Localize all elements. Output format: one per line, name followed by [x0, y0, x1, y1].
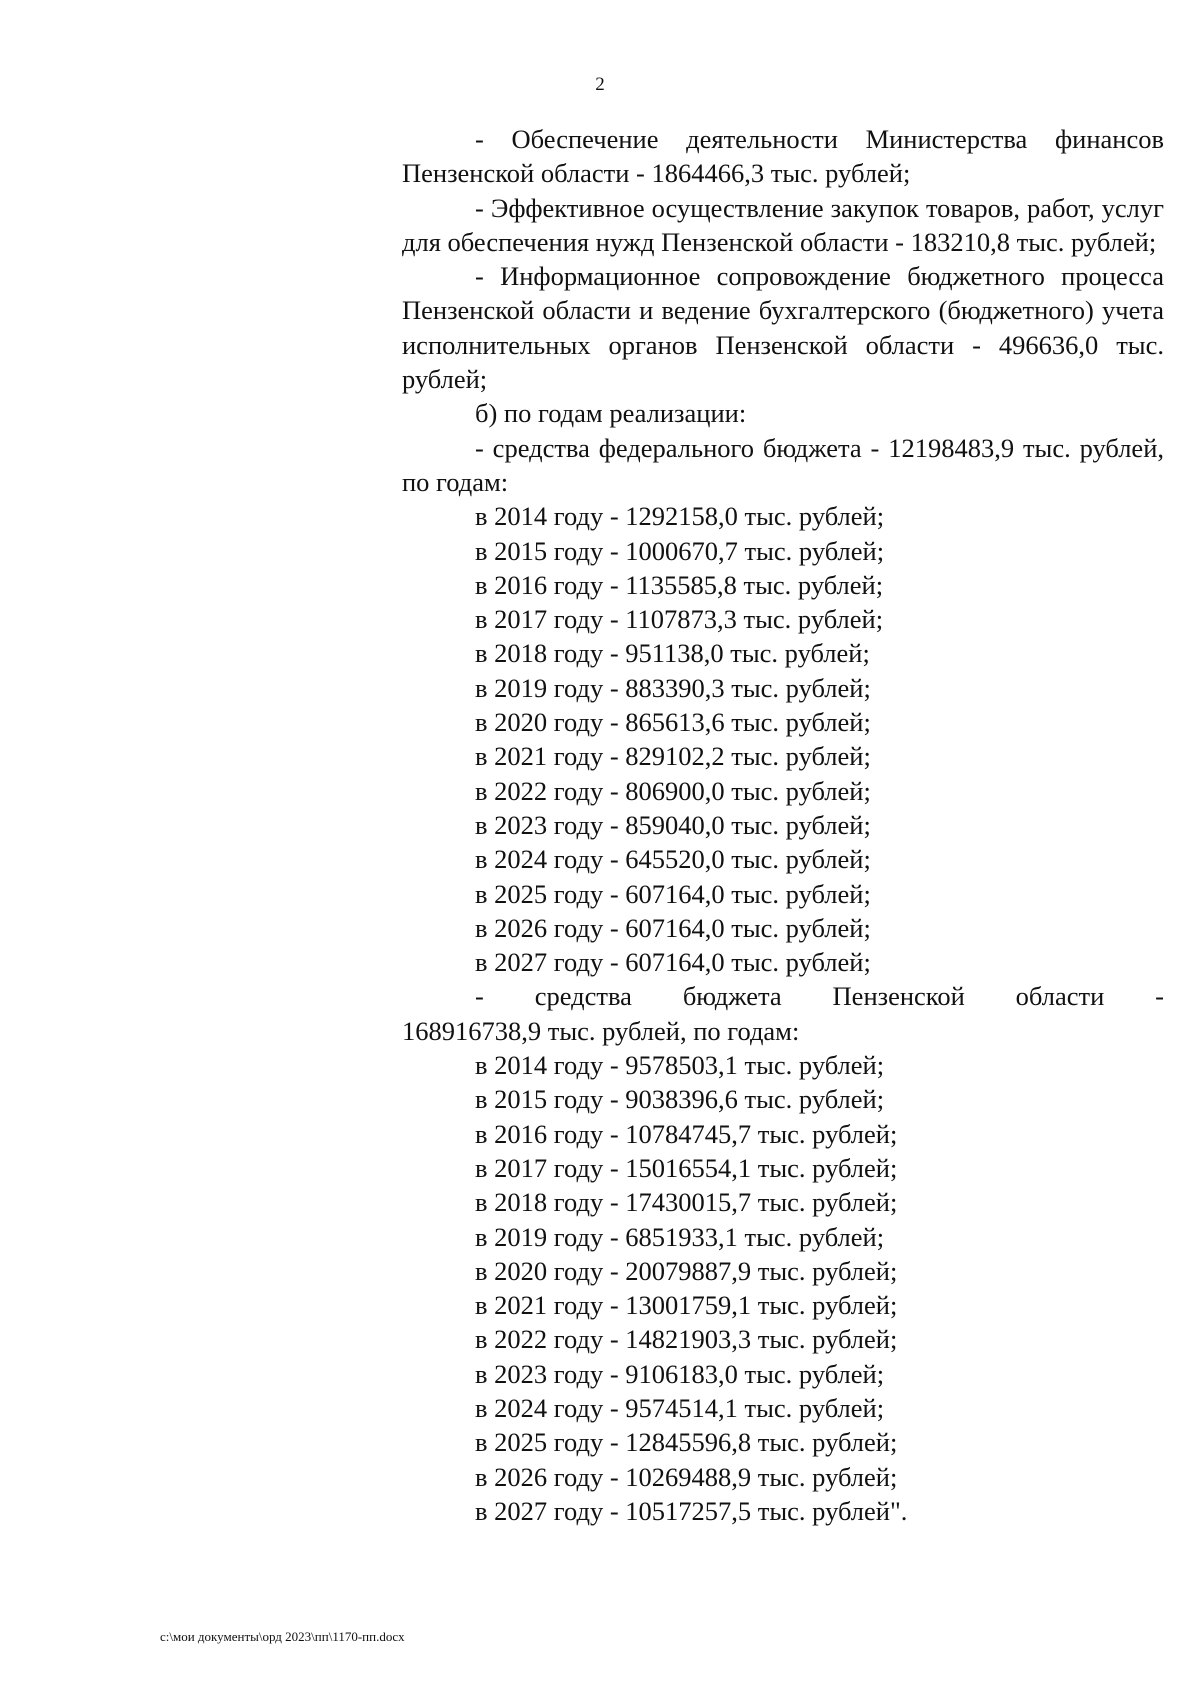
federal-year-2026: в 2026 году - 607164,0 тыс. рублей; — [475, 912, 871, 943]
federal-year-2017: в 2017 году - 1107873,3 тыс. рублей; — [475, 604, 884, 635]
federal-year-2020: в 2020 году - 865613,6 тыс. рублей; — [475, 707, 871, 738]
regional-year-2016: в 2016 году - 10784745,7 тыс. рублей; — [475, 1118, 898, 1149]
federal-year-2016: в 2016 году - 1135585,8 тыс. рублей; — [475, 569, 884, 600]
regional-year-2023: в 2023 году - 9106183,0 тыс. рублей; — [475, 1358, 885, 1389]
page-number: 2 — [595, 74, 605, 95]
federal-year-2025: в 2025 году - 607164,0 тыс. рублей; — [475, 878, 871, 909]
federal-year-2019: в 2019 году - 883390,3 тыс. рублей; — [475, 672, 871, 703]
regional-budget-years — [402, 1048, 1164, 1528]
federal-year-2021: в 2021 году - 829102,2 тыс. рублей; — [475, 741, 871, 772]
federal-budget-years — [402, 499, 1164, 979]
item-ministry-support: - Обеспечение деятельности Министерства финансов Пензенской области - 1864466,3 тыс. рублей; — [402, 124, 1164, 189]
regional-year-2021: в 2021 году - 13001759,1 тыс. рублей; — [475, 1290, 898, 1321]
regional-year-2018: в 2018 году - 17430015,7 тыс. рублей; — [475, 1187, 898, 1218]
federal-budget-heading: - средства федерального бюджета - 12198483,9 тыс. рублей, по годам: — [402, 432, 1164, 497]
section-b-heading: б) по годам реализации: — [475, 398, 747, 429]
regional-year-2024: в 2024 году - 9574514,1 тыс. рублей; — [475, 1392, 885, 1423]
regional-budget-heading-line1: - средства бюджета Пензенской области - — [475, 981, 1164, 1012]
regional-year-2022: в 2022 году - 14821903,3 тыс. рублей; — [475, 1324, 898, 1355]
federal-year-2024: в 2024 году - 645520,0 тыс. рублей; — [475, 844, 871, 875]
regional-year-2019: в 2019 году - 6851933,1 тыс. рублей; — [475, 1221, 885, 1252]
federal-year-2014: в 2014 году - 1292158,0 тыс. рублей; — [475, 501, 885, 532]
federal-year-2018: в 2018 году - 951138,0 тыс. рублей; — [475, 638, 870, 669]
footer-file-path: c:\мои документы\орд 2023\пп\1170-пп.docx — [160, 1629, 405, 1644]
regional-year-2017: в 2017 году - 15016554,1 тыс. рублей; — [475, 1152, 898, 1183]
regional-year-2025: в 2025 году - 12845596,8 тыс. рублей; — [475, 1427, 898, 1458]
item-information-support: - Информационное сопровождение бюджетного процесса Пензенской области и ведение бухгалтерского (бюджетного) учета исполнительных органов Пензенской области - 496636,0 тыс. рублей; — [402, 261, 1164, 395]
federal-year-2023: в 2023 году - 859040,0 тыс. рублей; — [475, 809, 871, 840]
regional-year-2027: в 2027 году - 10517257,5 тыс. рублей". — [475, 1495, 908, 1526]
item-procurement: - Эффективное осуществление закупок товаров, работ, услуг для обеспечения нужд Пензенской области - 183210,8 тыс. рублей; — [402, 192, 1164, 257]
federal-year-2022: в 2022 году - 806900,0 тыс. рублей; — [475, 775, 871, 806]
regional-year-2026: в 2026 году - 10269488,9 тыс. рублей; — [475, 1461, 898, 1492]
regional-year-2020: в 2020 году - 20079887,9 тыс. рублей; — [475, 1255, 898, 1286]
federal-year-2027: в 2027 году - 607164,0 тыс. рублей; — [475, 947, 871, 978]
regional-year-2014: в 2014 году - 9578503,1 тыс. рублей; — [475, 1050, 885, 1081]
regional-budget-heading-line2: 168916738,9 тыс. рублей, по годам: — [402, 1015, 800, 1046]
document-body — [402, 122, 1164, 1528]
regional-year-2015: в 2015 году - 9038396,6 тыс. рублей; — [475, 1084, 885, 1115]
federal-year-2015: в 2015 году - 1000670,7 тыс. рублей; — [475, 535, 885, 566]
